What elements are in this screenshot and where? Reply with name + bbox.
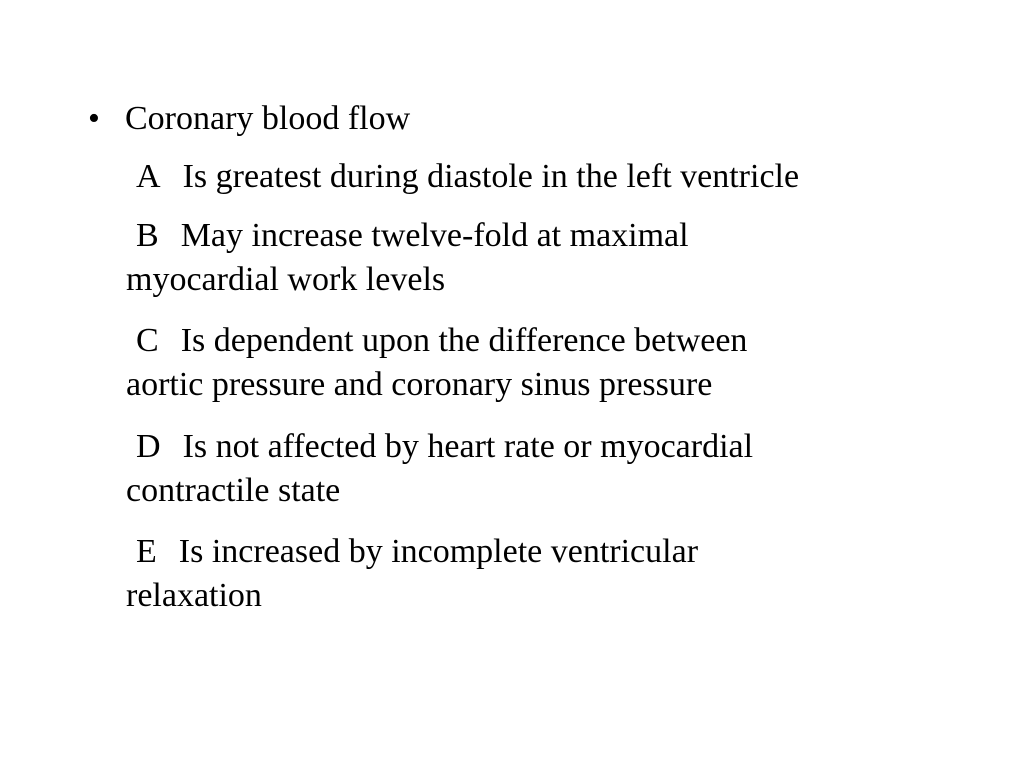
option-text-line1: Is increased by incomplete ventricular (178, 533, 699, 570)
option-text-line2: contractile state (126, 472, 341, 509)
option-letter: A (136, 158, 161, 195)
option-text-line2: myocardial work levels (126, 261, 446, 298)
question-heading-text: Coronary blood flow (125, 100, 411, 137)
option-d (126, 425, 976, 513)
option-letter: E (136, 533, 157, 570)
option-text-line2: aortic pressure and coronary sinus pressure (126, 366, 713, 403)
option-text-line1: Is greatest during diastole in the left ventricle (182, 158, 800, 195)
question-heading (88, 99, 410, 139)
option-letter: B (136, 217, 159, 254)
option-letter: C (136, 322, 159, 359)
option-text-line1: Is dependent upon the difference between (180, 322, 748, 359)
option-text-line2: relaxation (126, 577, 262, 614)
option-a (126, 155, 976, 199)
option-text-line1: Is not affected by heart rate or myocardial (182, 428, 754, 465)
bullet-icon: • (88, 100, 100, 137)
option-text-line1: May increase twelve-fold at maximal (180, 217, 689, 254)
option-letter: D (136, 428, 161, 465)
option-c (126, 319, 976, 407)
option-e (126, 530, 976, 618)
option-b (126, 214, 976, 302)
